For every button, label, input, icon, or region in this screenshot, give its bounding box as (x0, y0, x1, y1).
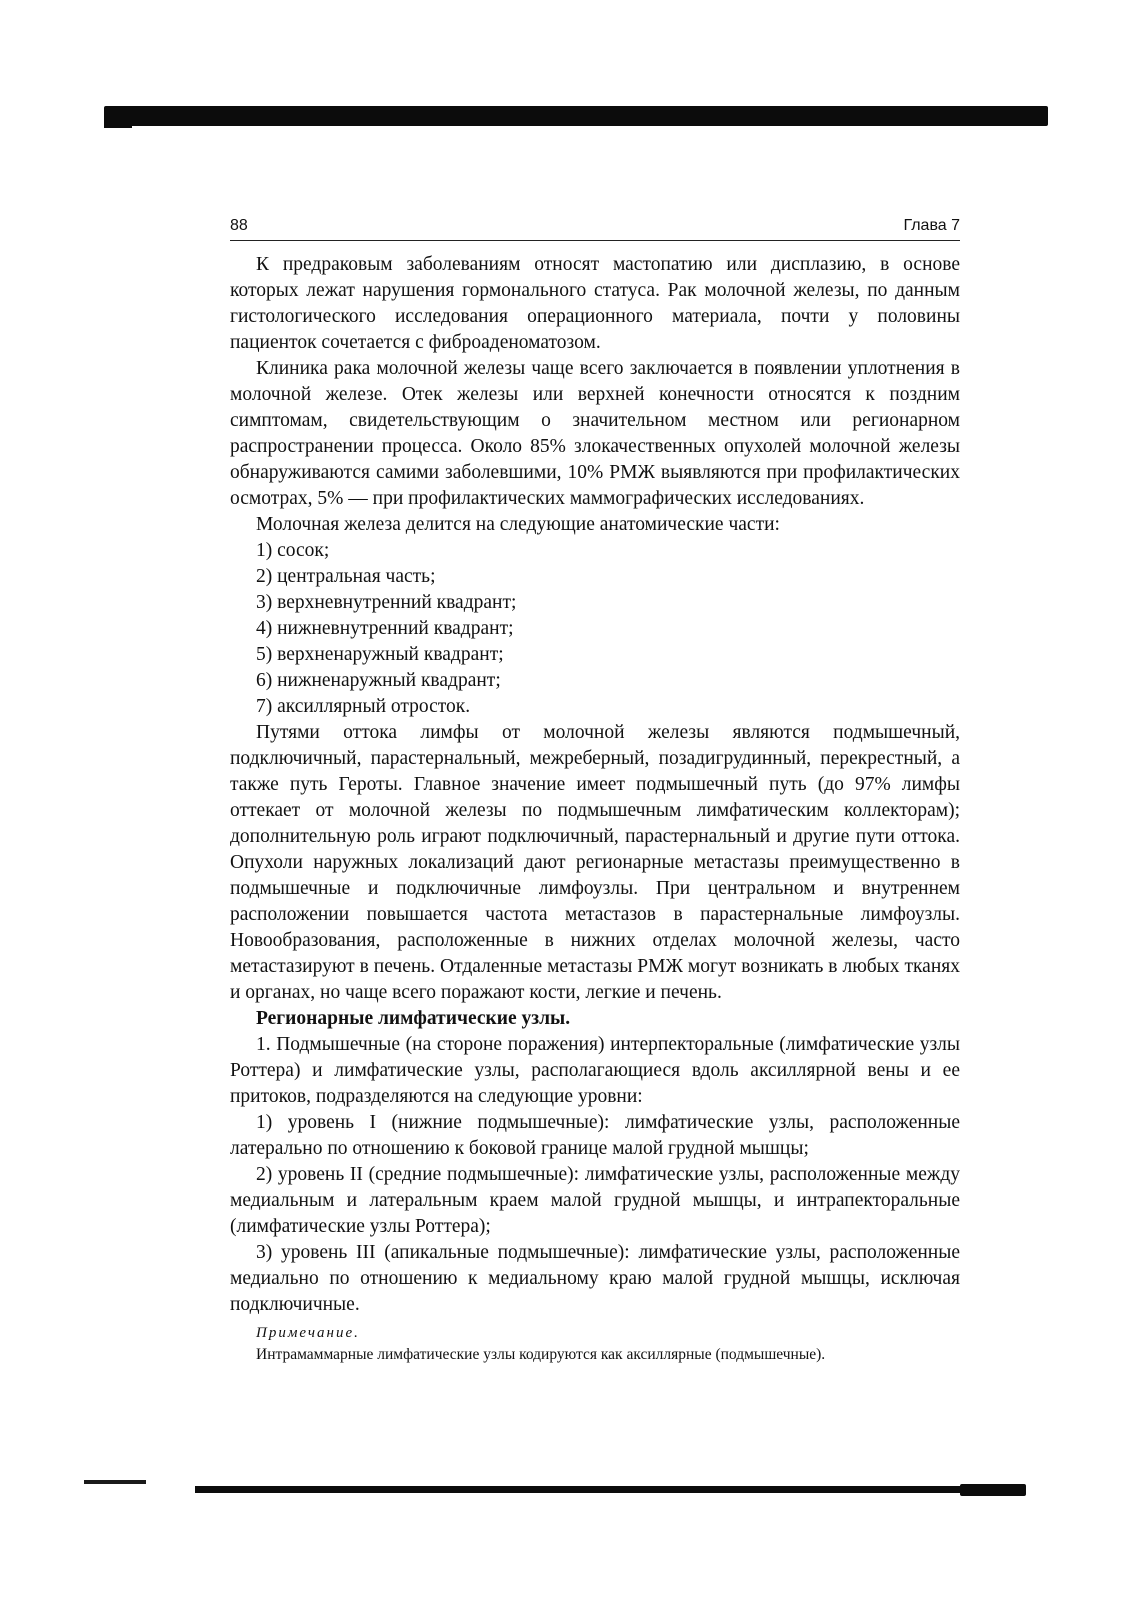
list-item: 3) верхневнутренний квадрант; (256, 592, 517, 613)
note-text: Интрамаммарные лимфатические узлы кодируются как аксиллярные (подмышечные). (256, 1346, 826, 1363)
scan-border-top (104, 106, 1048, 126)
page-number: 88 (230, 217, 248, 234)
scan-border-bottom (195, 1486, 1025, 1493)
list-item: 4) нижневнутренний квадрант; (256, 618, 514, 639)
list-item: 1) сосок; (256, 540, 330, 561)
scan-mark-left (84, 1480, 146, 1484)
list-item: 6) нижненаружный квадрант; (256, 670, 501, 691)
list-item: 2) центральная часть; (256, 566, 436, 587)
section-heading: Регионарные лимфатические узлы. (256, 1008, 571, 1029)
scan-border-bottom-edge (960, 1484, 1026, 1496)
paragraph-lymph-outflow: Путями оттока лимфы от молочной железы являются подмышечный, подключичный, парастернальный, межреберный, позадигрудинный, перекрестный, а также путь Героты. Главное значение имеет подмышечный путь (до 97% лимфы оттекает от молочной железы по подмышечным лимфатическим коллекторам); дополнительную роль играют подключичный, парастернальный и другие пути оттока. Опухоли наружных локализаций дают регионарные метастазы преимущественно в подмышечные и подключичные лимфоузлы. При центральном и внутреннем расположении повышается частота метастазов в парастернальные лимфоузлы. Новообразования, расположенные в нижних отделах молочной железы, часто метастазируют в печень. Отдаленные метастазы РМЖ могут возникать в любых тканях и органах, но чаще всего поражают кости, легкие и печень. (230, 722, 960, 1003)
running-header (230, 214, 960, 241)
paragraph-level-1: 1) уровень I (нижние подмышечные): лимфатические узлы, расположенные латерально по отношению к боковой границе малой грудной мышцы; (230, 1112, 960, 1159)
chapter-label: Глава 7 (903, 217, 960, 234)
list-item: 7) аксиллярный отросток. (256, 696, 471, 717)
paragraph-level-2: 2) уровень II (средние подмышечные): лимфатические узлы, расположенные между медиальным и латеральным краем малой грудной мышцы, и интрапекторальные (лимфатические узлы Роттера); (230, 1164, 960, 1237)
paragraph-precancer: К предраковым заболеваниям относят мастопатию или дисплазию, в основе которых лежат нарушения гормонального статуса. Рак молочной железы, по данным гистологического исследования операционного материала, почти у половины пациенток сочетается с фиброаденоматозом. (230, 254, 960, 353)
paragraph-anatomy-intro: Молочная железа делится на следующие анатомические части: (256, 514, 780, 535)
paragraph-level-3: 3) уровень III (апикальные подмышечные): лимфатические узлы, расположенные медиально по отношению к медиальному краю малой грудной мышцы, исключая подключичные. (230, 1242, 960, 1315)
note-title: Примечание. (256, 1325, 360, 1341)
list-item: 5) верхненаружный квадрант; (256, 644, 504, 665)
paragraph-clinic: Клиника рака молочной железы чаще всего заключается в появлении уплотнения в молочной железе. Отек железы или верхней конечности относятся к поздним симптомам, свидетельствующим о значительном местном или регионарном распространении процесса. Около 85% злокачественных опухолей молочной железы обнаруживаются самими заболевшими, 10% РМЖ выявляются при профилактических осмотрах, 5% — при профилактических маммографических исследованиях. (230, 358, 960, 509)
paragraph-axillary-intro: 1. Подмышечные (на стороне поражения) интерпекторальные (лимфатические узлы Роттера) и лимфатические узлы, располагающиеся вдоль аксиллярной вены и ее притоков, подразделяются на следующие уровни: (230, 1034, 960, 1107)
page-body (230, 252, 960, 1366)
anatomy-list (230, 538, 960, 720)
